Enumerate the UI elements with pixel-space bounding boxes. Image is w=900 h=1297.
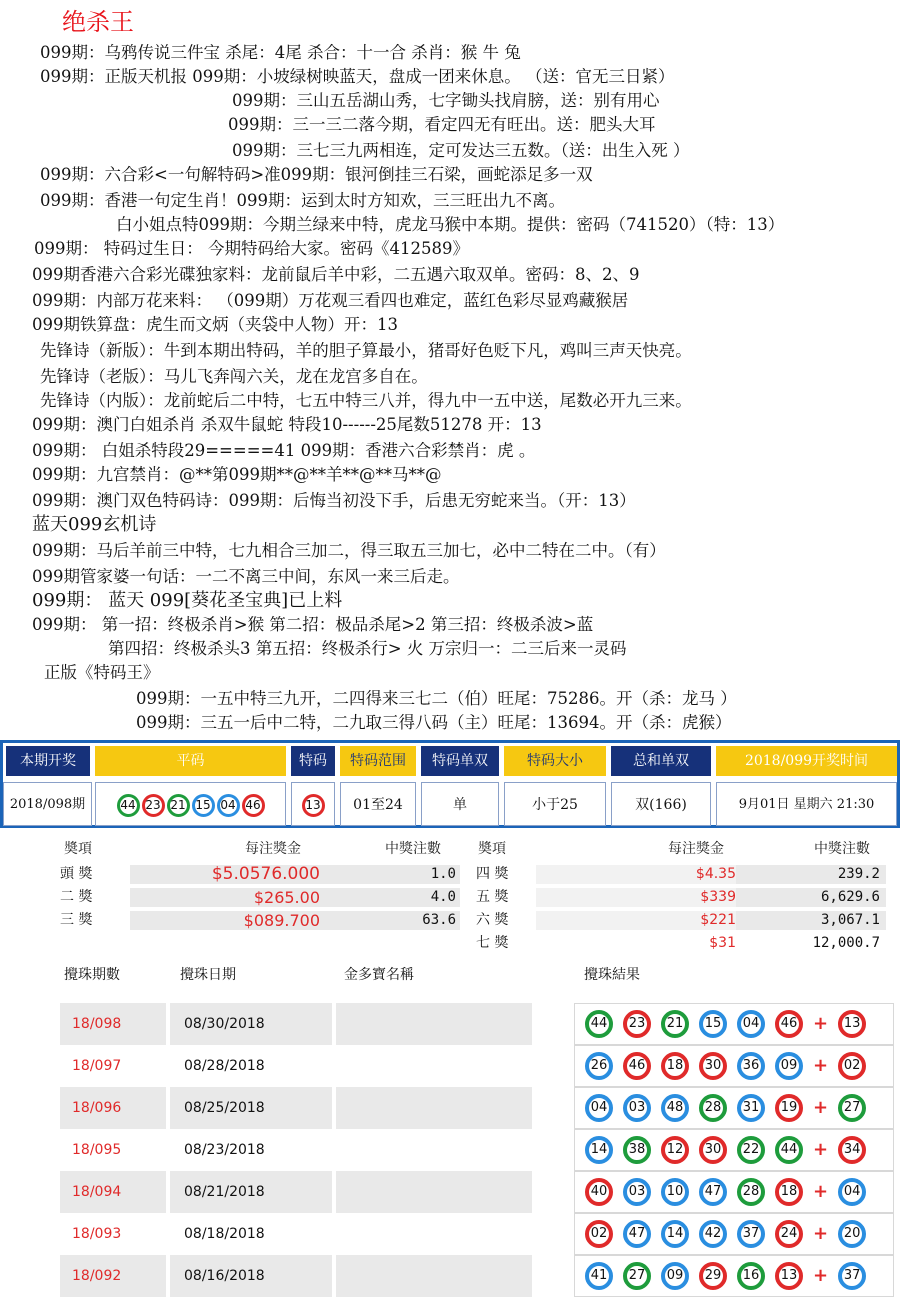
prediction-line: 099期：内部万花来料： （099期）万花观三看四也难定，蓝红色彩尽显鸡藏猴居 — [32, 291, 629, 310]
special-ball: 13 — [302, 794, 325, 817]
prize-count: 239.2 — [837, 866, 880, 882]
history-date: 08/30/2018 — [170, 1003, 332, 1045]
header-next-draw-time: 2018/099开奖时间 — [716, 746, 897, 776]
ball: 21 — [661, 1010, 689, 1038]
special-ball: 37 — [838, 1262, 866, 1290]
prediction-line: 099期管家婆一句话：一二不离三中间，东风一来三后走。 — [32, 567, 460, 586]
ball: 14 — [585, 1136, 613, 1164]
prediction-line: 先锋诗（内版）：龙前蛇后二中特，七五中特三八并，得九中一五中送，尾数必开九三来。 — [40, 391, 692, 410]
ball: 48 — [661, 1094, 689, 1122]
ball: 47 — [699, 1178, 727, 1206]
prize-header-name-right: 奬項 — [478, 841, 506, 857]
ball: 18 — [661, 1052, 689, 1080]
special-ball: 27 — [838, 1094, 866, 1122]
ball: 09 — [775, 1052, 803, 1080]
ball: 28 — [737, 1178, 765, 1206]
history-name — [336, 1255, 532, 1297]
ball: 16 — [737, 1262, 765, 1290]
prediction-line: 白小姐点特099期：今期兰绿来中特，虎龙马猴中本期。提供：密码（741520）（特：13） — [116, 215, 785, 234]
plus-icon: + — [813, 1013, 829, 1034]
history-name — [336, 1213, 532, 1255]
prediction-line: 099期：九宫禁肖：@**第099期**@**羊**@**马**@ — [32, 465, 442, 484]
prize-count: 12,000.7 — [812, 935, 880, 951]
prediction-line: 099期：三七三九两相连，定可发达三五数。（送：出生入死 ） — [232, 141, 690, 160]
prize-name: 五 獎 — [476, 889, 509, 905]
page-title: 绝杀王 — [62, 8, 134, 36]
history-name — [336, 1045, 532, 1087]
ball: 14 — [661, 1220, 689, 1248]
ball: 42 — [699, 1220, 727, 1248]
prediction-line: 099期：澳门白姐杀肖 杀双牛鼠蛇 特段10------25尾数51278 开：13 — [32, 415, 542, 434]
history-issue: 18/096 — [60, 1087, 166, 1129]
ball: 13 — [775, 1262, 803, 1290]
prize-amount: $4.35 — [695, 866, 736, 882]
ball: 44 — [117, 794, 140, 817]
prize-header-count-right: 中獎注數 — [814, 841, 870, 857]
history-result — [574, 1087, 894, 1129]
ball: 46 — [775, 1010, 803, 1038]
ball: 12 — [661, 1136, 689, 1164]
plus-icon: + — [813, 1181, 829, 1202]
header-current-draw: 本期开奖 — [6, 746, 90, 776]
prize-row — [476, 864, 886, 885]
special-ball-cell — [291, 782, 335, 826]
prediction-line: 099期：三五一后中二特，二九取三得八码（主）旺尾：13694。开（杀：虎猴） — [136, 713, 732, 732]
prize-header-amount: 每注獎金 — [245, 841, 301, 857]
ball: 29 — [699, 1262, 727, 1290]
ball: 19 — [775, 1094, 803, 1122]
prize-row — [60, 864, 460, 885]
prediction-line: 099期：正版天机报 099期：小坡绿树映蓝天，盘成一团来休息。 （送：官无三日紧） — [40, 67, 675, 86]
history-name — [336, 1171, 532, 1213]
prediction-line: 099期：三一三二落今期，看定四无有旺出。送：肥头大耳 — [228, 115, 656, 134]
history-date: 08/16/2018 — [170, 1255, 332, 1297]
prize-amount: $221 — [700, 912, 736, 928]
history-issue: 18/097 — [72, 1058, 122, 1074]
ball: 28 — [699, 1094, 727, 1122]
ball: 46 — [623, 1052, 651, 1080]
ball: 18 — [775, 1178, 803, 1206]
prize-header-count: 中獎注數 — [385, 841, 441, 857]
special-ball: 13 — [838, 1010, 866, 1038]
prediction-line: 099期铁算盘：虎生而文炳（夹袋中人物）开：13 — [32, 315, 398, 334]
prize-amount: $265.00 — [253, 888, 320, 907]
prize-name: 二 獎 — [60, 889, 93, 905]
plus-icon: + — [813, 1265, 829, 1286]
prize-row — [60, 910, 460, 931]
prediction-line: 099期： 白姐杀特段29=====41 099期：香港六合彩禁肖：虎 。 — [32, 441, 536, 460]
ball: 41 — [585, 1262, 613, 1290]
history-result — [574, 1255, 894, 1297]
ball: 30 — [699, 1136, 727, 1164]
history-header-issue: 攪珠期數 — [64, 967, 120, 983]
history-result — [574, 1213, 894, 1255]
table-row — [60, 1255, 894, 1297]
special-ball: 20 — [838, 1220, 866, 1248]
sum-oddeven: 双(166) — [611, 782, 711, 826]
history-result — [574, 1171, 894, 1213]
prediction-line: 蓝天099玄机诗 — [32, 514, 157, 535]
ball: 24 — [775, 1220, 803, 1248]
prediction-line: 099期：一五中特三九开，二四得来三七二（伯）旺尾：75286。开（杀：龙马 ） — [136, 689, 737, 708]
plus-icon: + — [813, 1097, 829, 1118]
ball: 21 — [167, 794, 190, 817]
history-name — [336, 1087, 532, 1129]
history-issue: 18/093 — [72, 1226, 122, 1242]
history-date: 08/25/2018 — [170, 1087, 332, 1129]
ball: 36 — [737, 1052, 765, 1080]
prediction-line: 正版《特码王》 — [44, 663, 160, 682]
normal-balls — [95, 782, 286, 826]
header-normal-numbers: 平码 — [95, 746, 286, 776]
table-row — [60, 1087, 894, 1129]
plus-icon: + — [813, 1055, 829, 1076]
ball: 31 — [737, 1094, 765, 1122]
plus-icon: + — [813, 1139, 829, 1160]
prediction-line: 099期： 蓝天 099[葵花圣宝典]已上料 — [32, 590, 343, 611]
header-special-oddeven: 特码单双 — [421, 746, 499, 776]
history-date: 08/21/2018 — [170, 1171, 332, 1213]
ball: 44 — [585, 1010, 613, 1038]
header-special-range: 特码范围 — [340, 746, 416, 776]
prediction-line: 099期香港六合彩光碟独家料：龙前鼠后羊中彩，二五遇六取双单。密码：8、2、9 — [32, 265, 640, 284]
next-draw-time: 9月01日 星期六 21:30 — [716, 782, 897, 826]
history-name — [336, 1003, 532, 1045]
prize-count: 63.6 — [422, 912, 456, 928]
ball: 44 — [775, 1136, 803, 1164]
special-ball: 04 — [838, 1178, 866, 1206]
prediction-line: 099期： 特码过生日： 今期特码给大家。密码《412589》 — [34, 239, 469, 258]
ball: 10 — [661, 1178, 689, 1206]
history-result — [574, 1003, 894, 1045]
prediction-line: 099期：三山五岳湖山秀，七字锄头找肩膀，送：别有用心 — [232, 91, 660, 110]
prize-amount: $089.700 — [243, 911, 320, 930]
history-issue: 18/095 — [72, 1142, 122, 1158]
history-issue: 18/098 — [60, 1003, 166, 1045]
ball: 04 — [737, 1010, 765, 1038]
special-ball: 02 — [838, 1052, 866, 1080]
ball: 47 — [623, 1220, 651, 1248]
special-ball: 34 — [838, 1136, 866, 1164]
prediction-line: 099期：马后羊前三中特，七九相合三加二，得三取五三加七，必中二特在二中。（有） — [32, 541, 666, 560]
table-row — [60, 1213, 894, 1255]
ball: 03 — [623, 1178, 651, 1206]
prediction-line: 先锋诗（新版）：牛到本期出特码，羊的胆子算最小，猪哥好色贬下凡，鸡叫三声天快亮。 — [40, 341, 692, 360]
prediction-line: 099期：乌鸦传说三件宝 杀尾：4尾 杀合：十一合 杀肖：猴 牛 兔 — [40, 43, 521, 62]
history-result — [574, 1045, 894, 1087]
history-result — [574, 1129, 894, 1171]
ball: 27 — [623, 1262, 651, 1290]
prize-name: 六 獎 — [476, 912, 509, 928]
header-special-size: 特码大小 — [504, 746, 606, 776]
history-date: 08/18/2018 — [184, 1226, 265, 1242]
prediction-line: 第四招：终极杀头3 第五招：终极杀行> 火 万宗归一：二三后来一灵码 — [108, 639, 627, 658]
prediction-line: 099期： 第一招：终极杀肖>猴 第二招：极品杀尾>2 第三招：终极杀波>蓝 — [32, 615, 594, 634]
prize-count: 3,067.1 — [820, 912, 880, 928]
prediction-line: 先锋诗（老版）：马儿飞奔闯六关，龙在龙宫多自在。 — [40, 367, 428, 386]
history-date: 08/23/2018 — [184, 1142, 265, 1158]
ball: 38 — [623, 1136, 651, 1164]
ball: 09 — [661, 1262, 689, 1290]
prize-name: 三 獎 — [60, 912, 93, 928]
ball: 23 — [142, 794, 165, 817]
prize-count: 4.0 — [430, 889, 456, 905]
table-row — [60, 1003, 894, 1045]
prize-amount: $5.0576.000 — [211, 864, 320, 884]
ball: 15 — [192, 794, 215, 817]
prediction-line: 099期：六合彩<一句解特码>准099期：银河倒挂三石梁，画蛇添足多一双 — [40, 165, 593, 184]
prize-count: 1.0 — [430, 866, 456, 882]
prize-name: 四 獎 — [476, 866, 509, 882]
special-oddeven: 单 — [421, 782, 499, 826]
ball: 40 — [585, 1178, 613, 1206]
plus-icon: + — [813, 1223, 829, 1244]
prediction-line: 099期：澳门双色特码诗：099期：后悔当初没下手，后患无穷蛇来当。（开：13） — [32, 491, 636, 510]
history-header-result: 攪珠結果 — [584, 967, 640, 983]
history-header-date: 攪珠日期 — [180, 967, 236, 983]
table-row — [60, 1045, 894, 1087]
prize-amount: $339 — [700, 889, 736, 905]
ball: 15 — [699, 1010, 727, 1038]
prize-name: 頭 獎 — [60, 866, 93, 882]
prize-amount: $31 — [709, 935, 736, 951]
ball: 02 — [585, 1220, 613, 1248]
history-header-name: 金多寶名稱 — [344, 967, 414, 983]
prize-row — [476, 887, 886, 908]
prize-row — [476, 933, 886, 954]
ball: 22 — [737, 1136, 765, 1164]
prize-header-name: 奬項 — [64, 841, 92, 857]
special-size: 小于25 — [504, 782, 606, 826]
history-issue: 18/094 — [60, 1171, 166, 1213]
draw-info-table — [0, 740, 900, 828]
table-row — [60, 1129, 894, 1171]
prediction-line: 099期：香港一句定生肖！099期：运到太时方知欢，三三旺出九不离。 — [40, 191, 565, 210]
prize-row — [60, 887, 460, 908]
ball: 03 — [623, 1094, 651, 1122]
prize-row — [476, 910, 886, 931]
table-row — [60, 1171, 894, 1213]
special-range: 01至24 — [340, 782, 416, 826]
header-sum-oddeven: 总和单双 — [611, 746, 711, 776]
draw-issue: 2018/098期 — [3, 782, 92, 826]
prize-count: 6,629.6 — [820, 889, 880, 905]
ball: 26 — [585, 1052, 613, 1080]
prize-name: 七 獎 — [476, 935, 509, 951]
ball: 46 — [242, 794, 265, 817]
history-issue: 18/092 — [60, 1255, 166, 1297]
prize-header-amount-right: 每注獎金 — [668, 841, 724, 857]
ball: 23 — [623, 1010, 651, 1038]
ball: 04 — [217, 794, 240, 817]
ball: 30 — [699, 1052, 727, 1080]
history-name — [336, 1129, 532, 1171]
ball: 04 — [585, 1094, 613, 1122]
header-special-number: 特码 — [291, 746, 335, 776]
ball: 37 — [737, 1220, 765, 1248]
history-date: 08/28/2018 — [184, 1058, 265, 1074]
